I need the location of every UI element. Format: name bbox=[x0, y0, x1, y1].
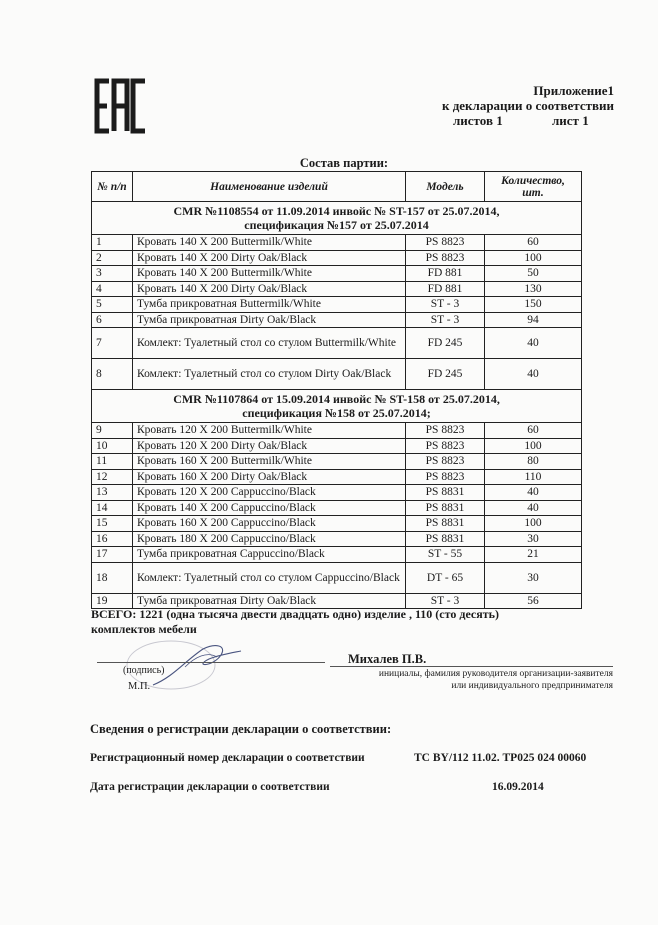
row-quantity: 100 bbox=[485, 250, 582, 266]
eac-logo bbox=[93, 78, 149, 134]
appendix-sheets: листов 1 bbox=[453, 113, 503, 128]
row-quantity: 40 bbox=[485, 500, 582, 516]
row-name: Тумба прикроватная Dirty Oak/Black bbox=[133, 312, 406, 328]
row-model: ST - 3 bbox=[406, 593, 485, 609]
total-line1: ВСЕГО: 1221 (одна тысяча двести двадцать одно) изделие , 110 (сто десять) bbox=[91, 607, 499, 621]
row-model: PS 8823 bbox=[406, 423, 485, 439]
row-number: 16 bbox=[92, 531, 133, 547]
appendix-subtitle: к декларации о соответствии bbox=[441, 98, 614, 113]
registration-date-label: Дата регистрации декларации о соответствии bbox=[90, 781, 330, 793]
row-quantity: 40 bbox=[485, 328, 582, 359]
row-number: 11 bbox=[92, 454, 133, 470]
registration-number-label: Регистрационный номер декларации о соответствии bbox=[90, 752, 365, 764]
table-row bbox=[92, 562, 582, 593]
row-quantity: 56 bbox=[485, 593, 582, 609]
table-row bbox=[92, 266, 582, 282]
row-quantity: 40 bbox=[485, 359, 582, 390]
row-quantity: 110 bbox=[485, 469, 582, 485]
row-name: Комлект: Туалетный стол со стулом Cappuccino/Black bbox=[133, 562, 406, 593]
row-model: PS 8831 bbox=[406, 485, 485, 501]
table-row bbox=[92, 485, 582, 501]
row-name: Кровать 160 X 200 Buttermilk/White bbox=[133, 454, 406, 470]
table-row bbox=[92, 312, 582, 328]
table-row bbox=[92, 547, 582, 563]
group-caption-line: спецификация №158 от 25.07.2014; bbox=[242, 406, 431, 420]
group-caption-row bbox=[92, 202, 582, 235]
row-number: 8 bbox=[92, 359, 133, 390]
row-name: Кровать 180 X 200 Cappuccino/Black bbox=[133, 531, 406, 547]
col-model-header: Модель bbox=[406, 172, 485, 202]
table-row bbox=[92, 281, 582, 297]
row-number: 10 bbox=[92, 438, 133, 454]
group-caption bbox=[92, 202, 582, 235]
row-name: Тумба прикроватная Cappuccino/Black bbox=[133, 547, 406, 563]
table-row bbox=[92, 328, 582, 359]
table-header-row bbox=[92, 172, 582, 202]
row-number: 17 bbox=[92, 547, 133, 563]
row-quantity: 21 bbox=[485, 547, 582, 563]
row-quantity: 80 bbox=[485, 454, 582, 470]
row-quantity: 150 bbox=[485, 297, 582, 313]
group-caption-row bbox=[92, 390, 582, 423]
row-model: FD 881 bbox=[406, 281, 485, 297]
row-model: ST - 3 bbox=[406, 312, 485, 328]
batch-table bbox=[91, 171, 582, 609]
total-line2: комплектов мебели bbox=[91, 622, 197, 636]
group-caption bbox=[92, 390, 582, 423]
row-model: FD 245 bbox=[406, 359, 485, 390]
table-row bbox=[92, 297, 582, 313]
row-quantity: 60 bbox=[485, 235, 582, 251]
signer-role-line1: инициалы, фамилия руководителя организации-заявителя bbox=[378, 669, 613, 679]
row-name: Кровать 140 X 200 Buttermilk/White bbox=[133, 266, 406, 282]
row-name: Комлект: Туалетный стол со стулом Buttermilk/White bbox=[133, 328, 406, 359]
row-number: 2 bbox=[92, 250, 133, 266]
row-quantity: 94 bbox=[485, 312, 582, 328]
table-row bbox=[92, 500, 582, 516]
total-summary bbox=[91, 607, 561, 637]
col-name-header: Наименование изделий bbox=[133, 172, 406, 202]
row-quantity: 30 bbox=[485, 562, 582, 593]
row-name: Кровать 120 X 200 Dirty Oak/Black bbox=[133, 438, 406, 454]
table-row bbox=[92, 531, 582, 547]
row-quantity: 40 bbox=[485, 485, 582, 501]
row-number: 9 bbox=[92, 423, 133, 439]
row-model: PS 8823 bbox=[406, 250, 485, 266]
registration-date-value: 16.09.2014 bbox=[492, 781, 544, 793]
seal-mark: М.П. bbox=[128, 681, 151, 692]
row-quantity: 50 bbox=[485, 266, 582, 282]
row-model: PS 8823 bbox=[406, 235, 485, 251]
row-model: ST - 3 bbox=[406, 297, 485, 313]
row-model: FD 881 bbox=[406, 266, 485, 282]
batch-title: Состав партии: bbox=[299, 156, 389, 170]
row-model: PS 8831 bbox=[406, 516, 485, 532]
row-number: 4 bbox=[92, 281, 133, 297]
appendix-title: Приложение1 bbox=[533, 83, 614, 98]
row-number: 15 bbox=[92, 516, 133, 532]
col-num-header: № п/п bbox=[92, 172, 133, 202]
col-qty-header: Количество, шт. bbox=[485, 172, 582, 202]
signer-role-line2: или индивидуального предпринимателя bbox=[451, 681, 613, 691]
signature-line bbox=[97, 662, 325, 663]
table-row bbox=[92, 423, 582, 439]
table-row bbox=[92, 235, 582, 251]
row-name: Кровать 140 X 200 Dirty Oak/Black bbox=[133, 250, 406, 266]
row-name: Кровать 140 X 200 Buttermilk/White bbox=[133, 235, 406, 251]
row-number: 19 bbox=[92, 593, 133, 609]
table-row bbox=[92, 469, 582, 485]
row-number: 1 bbox=[92, 235, 133, 251]
row-name: Комлект: Туалетный стол со стулом Dirty Oak/Black bbox=[133, 359, 406, 390]
registration-heading: Сведения о регистрации декларации о соответствии: bbox=[90, 722, 392, 736]
table-body bbox=[92, 202, 582, 609]
row-model: PS 8823 bbox=[406, 438, 485, 454]
signer-role bbox=[330, 666, 613, 692]
row-model: PS 8831 bbox=[406, 500, 485, 516]
row-model: PS 8823 bbox=[406, 469, 485, 485]
row-model: ST - 55 bbox=[406, 547, 485, 563]
group-caption-line: CMR №1107864 от 15.09.2014 инвойс № ST-158 от 25.07.2014, bbox=[173, 392, 500, 406]
signer-name: Михалев П.В. bbox=[348, 652, 427, 666]
row-model: PS 8823 bbox=[406, 454, 485, 470]
group-caption-line: спецификация №157 от 25.07.2014 bbox=[244, 218, 429, 232]
row-number: 18 bbox=[92, 562, 133, 593]
row-name: Кровать 120 X 200 Buttermilk/White bbox=[133, 423, 406, 439]
row-number: 14 bbox=[92, 500, 133, 516]
row-name: Тумба прикроватная Buttermilk/White bbox=[133, 297, 406, 313]
table-row bbox=[92, 454, 582, 470]
row-quantity: 130 bbox=[485, 281, 582, 297]
row-name: Тумба прикроватная Dirty Oak/Black bbox=[133, 593, 406, 609]
row-model: DT - 65 bbox=[406, 562, 485, 593]
row-name: Кровать 140 X 200 Cappuccino/Black bbox=[133, 500, 406, 516]
row-number: 5 bbox=[92, 297, 133, 313]
row-quantity: 60 bbox=[485, 423, 582, 439]
row-name: Кровать 160 X 200 Dirty Oak/Black bbox=[133, 469, 406, 485]
appendix-sheet: лист 1 bbox=[552, 113, 589, 128]
row-quantity: 100 bbox=[485, 438, 582, 454]
signature-caption: (подпись) bbox=[123, 665, 165, 676]
table-row bbox=[92, 438, 582, 454]
row-quantity: 30 bbox=[485, 531, 582, 547]
table-row bbox=[92, 516, 582, 532]
row-number: 7 bbox=[92, 328, 133, 359]
row-number: 3 bbox=[92, 266, 133, 282]
row-number: 12 bbox=[92, 469, 133, 485]
row-name: Кровать 160 X 200 Cappuccino/Black bbox=[133, 516, 406, 532]
table-row bbox=[92, 250, 582, 266]
row-name: Кровать 140 X 200 Dirty Oak/Black bbox=[133, 281, 406, 297]
group-caption-line: CMR №1108554 от 11.09.2014 инвойс № ST-157 от 25.07.2014, bbox=[173, 204, 500, 218]
row-number: 6 bbox=[92, 312, 133, 328]
table-row bbox=[92, 359, 582, 390]
row-number: 13 bbox=[92, 485, 133, 501]
registration-number-value: ТС BY/112 11.02. ТР025 024 00060 bbox=[414, 752, 587, 764]
row-quantity: 100 bbox=[485, 516, 582, 532]
row-model: FD 245 bbox=[406, 328, 485, 359]
row-name: Кровать 120 X 200 Cappuccino/Black bbox=[133, 485, 406, 501]
row-model: PS 8831 bbox=[406, 531, 485, 547]
